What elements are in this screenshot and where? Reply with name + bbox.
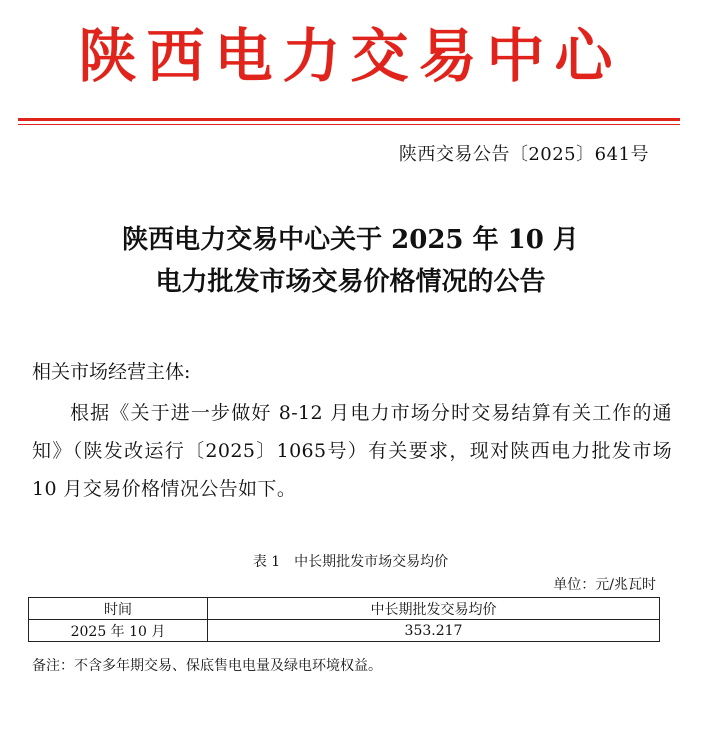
table-note: 备注：不含多年期交易、保底售电电量及绿电环境权益。 (32, 658, 382, 674)
body-paragraph: 根据《关于进一步做好 8-12 月电力市场分时交易结算有关工作的通知》（陕发改运行〔2025〕1065号）有关要求，现对陕西电力批发市场 10 月交易价格情况公告如下。 (32, 402, 672, 500)
table-row (29, 620, 660, 642)
table-header-row (29, 598, 660, 620)
masthead-rule-thick (18, 118, 680, 121)
price-table (28, 597, 660, 642)
cell-time: 2025 年 10 月 (29, 620, 208, 642)
header-time: 时间 (29, 598, 208, 620)
table-caption: 表 1 中长期批发市场交易均价 (252, 554, 449, 570)
cell-average-price: 353.217 (208, 620, 660, 642)
document-title-line-2: 电力批发市场交易价格情况的公告 (155, 267, 546, 297)
document-title-line-1: 陕西电力交易中心关于 2025 年 10 月 (122, 225, 579, 255)
salutation: 相关市场经营主体: (32, 361, 191, 383)
document-number: 陕西交易公告〔2025〕641号 (398, 144, 649, 165)
table-unit: 单位：元/兆瓦时 (553, 577, 656, 593)
masthead-title: 陕西电力交易中心 (78, 22, 623, 90)
masthead-rule-thin (18, 124, 680, 125)
header-average-price: 中长期批发交易均价 (208, 598, 660, 620)
